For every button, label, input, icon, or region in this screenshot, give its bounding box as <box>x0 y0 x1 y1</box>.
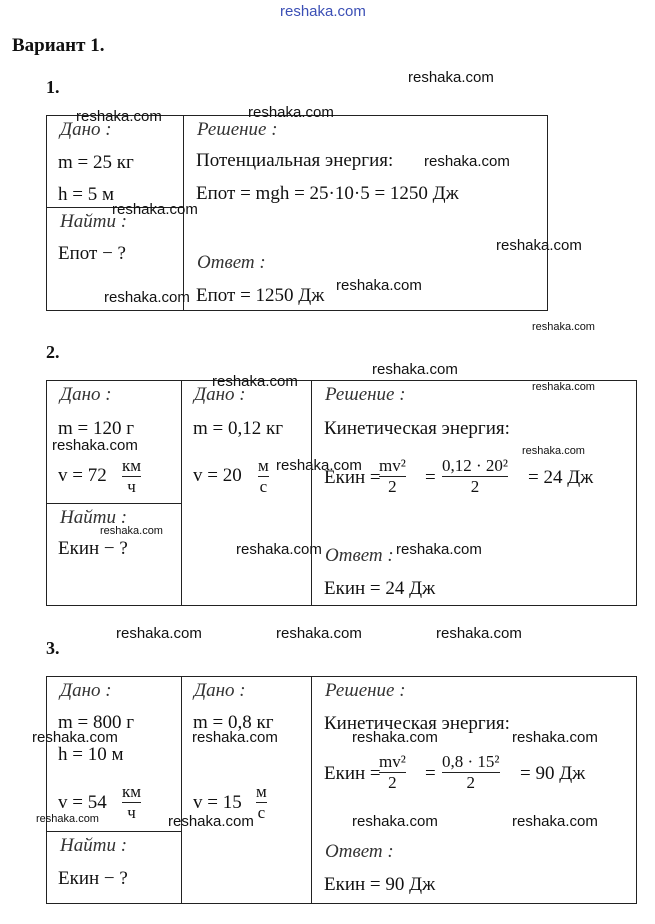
watermark: reshaka.com <box>522 445 585 457</box>
watermark: reshaka.com <box>276 625 362 642</box>
fraction-numerator: mv² <box>379 752 406 771</box>
answer-label: Ответ : <box>197 252 266 273</box>
watermark: reshaka.com <box>276 457 362 474</box>
column-divider <box>181 676 182 904</box>
formula-fraction <box>379 456 406 497</box>
formula-result: = 90 Дж <box>520 763 586 784</box>
problem-number: 1. <box>46 77 60 97</box>
problem-number: 2. <box>46 342 60 362</box>
fraction-numerator: м <box>256 782 267 801</box>
find-label: Найти : <box>60 507 128 528</box>
watermark: reshaka.com <box>192 729 278 746</box>
row-divider <box>46 503 181 504</box>
watermark: reshaka.com <box>496 237 582 254</box>
numeric-fraction <box>442 752 500 793</box>
watermark: reshaka.com <box>168 813 254 830</box>
watermark: reshaka.com <box>512 729 598 746</box>
answer-label: Ответ : <box>325 545 394 566</box>
find-value: Eкин − ? <box>58 868 128 889</box>
formula-left: Eкин = <box>324 467 381 488</box>
answer-label: Ответ : <box>325 841 394 862</box>
fraction-denominator: 2 <box>388 773 397 792</box>
watermark: reshaka.com <box>112 201 198 218</box>
problem-number: 3. <box>46 638 60 658</box>
watermark: reshaka.com <box>372 361 458 378</box>
equals-sign: = <box>425 763 436 784</box>
numeric-fraction <box>442 456 508 497</box>
variant-title: Вариант 1. <box>12 35 105 56</box>
given-speed: v = 54 <box>58 792 107 813</box>
watermark: reshaka.com <box>100 525 163 537</box>
fraction-denominator: 2 <box>466 773 475 792</box>
si-unit-fraction <box>258 456 269 497</box>
watermark: reshaka.com <box>408 69 494 86</box>
speed-unit-fraction <box>122 782 141 823</box>
solution-label: Решение : <box>325 384 406 405</box>
watermark: reshaka.com <box>436 625 522 642</box>
fraction-denominator: ч <box>127 477 136 496</box>
formula-fraction <box>379 752 406 793</box>
fraction-numerator: м <box>258 456 269 475</box>
given-speed: v = 72 <box>58 465 107 486</box>
fraction-numerator: км <box>122 456 142 475</box>
converted-speed: v = 15 <box>193 792 242 813</box>
watermark: reshaka.com <box>352 729 438 746</box>
find-label: Найти : <box>60 835 128 856</box>
speed-unit-fraction <box>122 456 141 497</box>
watermark: reshaka.com <box>248 104 334 121</box>
column-divider <box>181 380 182 606</box>
solution-text: Кинетическая энергия: <box>324 418 510 439</box>
fraction-denominator: 2 <box>388 477 397 496</box>
solution-text: Кинетическая энергия: <box>324 713 510 734</box>
given-label: Дано : <box>60 119 112 140</box>
find-label: Найти : <box>60 211 128 232</box>
watermark: reshaka.com <box>424 153 510 170</box>
watermark: reshaka.com <box>116 625 202 642</box>
watermark: reshaka.com <box>212 373 298 390</box>
find-value: Eкин − ? <box>58 538 128 559</box>
given-mass: m = 25 кг <box>58 152 134 173</box>
given-si-label: Дано : <box>194 384 246 405</box>
watermark: reshaka.com <box>32 729 118 746</box>
equals-sign: = <box>425 467 436 488</box>
watermark: reshaka.com <box>336 277 422 294</box>
solution-label: Решение : <box>197 119 278 140</box>
watermark-top[interactable]: reshaka.com <box>280 3 366 20</box>
fraction-denominator: ч <box>127 803 136 822</box>
formula: Eпот = mgh = 25·10·5 = 1250 Дж <box>196 183 459 204</box>
formula-left: Eкин = <box>324 763 381 784</box>
fraction-denominator: с <box>259 477 268 496</box>
converted-mass: m = 0,8 кг <box>193 712 274 733</box>
given-mass: m = 800 г <box>58 712 135 733</box>
watermark: reshaka.com <box>52 437 138 454</box>
find-value: Eпот − ? <box>58 243 126 264</box>
given-mass: m = 120 г <box>58 418 135 439</box>
formula-result: = 24 Дж <box>528 467 594 488</box>
converted-mass: m = 0,12 кг <box>193 418 284 439</box>
fraction-denominator: 2 <box>470 477 480 496</box>
fraction-numerator: 0,12 · 20² <box>442 456 509 475</box>
watermark: reshaka.com <box>104 289 190 306</box>
si-unit-fraction <box>256 782 267 823</box>
solution-label: Решение : <box>325 680 406 701</box>
given-height: h = 10 м <box>58 744 124 765</box>
given-height: h = 5 м <box>58 184 114 205</box>
fraction-numerator: mv² <box>379 456 406 475</box>
given-si-label: Дано : <box>194 680 246 701</box>
row-divider <box>46 831 181 832</box>
watermark: reshaka.com <box>396 541 482 558</box>
watermark: reshaka.com <box>532 381 595 393</box>
answer-value: Eпот = 1250 Дж <box>196 285 325 306</box>
solution-text: Потенциальная энергия: <box>196 150 394 171</box>
given-label: Дано : <box>60 680 112 701</box>
answer-value: Eкин = 90 Дж <box>324 874 436 895</box>
watermark: reshaka.com <box>76 108 162 125</box>
column-divider <box>311 380 312 606</box>
fraction-denominator: с <box>257 803 266 822</box>
column-divider <box>311 676 312 904</box>
converted-speed: v = 20 <box>193 465 242 486</box>
watermark: reshaka.com <box>512 813 598 830</box>
watermark: reshaka.com <box>36 813 99 825</box>
fraction-numerator: км <box>122 782 142 801</box>
answer-value: Eкин = 24 Дж <box>324 578 436 599</box>
watermark: reshaka.com <box>532 321 595 333</box>
given-label: Дано : <box>60 384 112 405</box>
fraction-numerator: 0,8 · 15² <box>442 752 500 771</box>
watermark: reshaka.com <box>352 813 438 830</box>
watermark: reshaka.com <box>236 541 322 558</box>
